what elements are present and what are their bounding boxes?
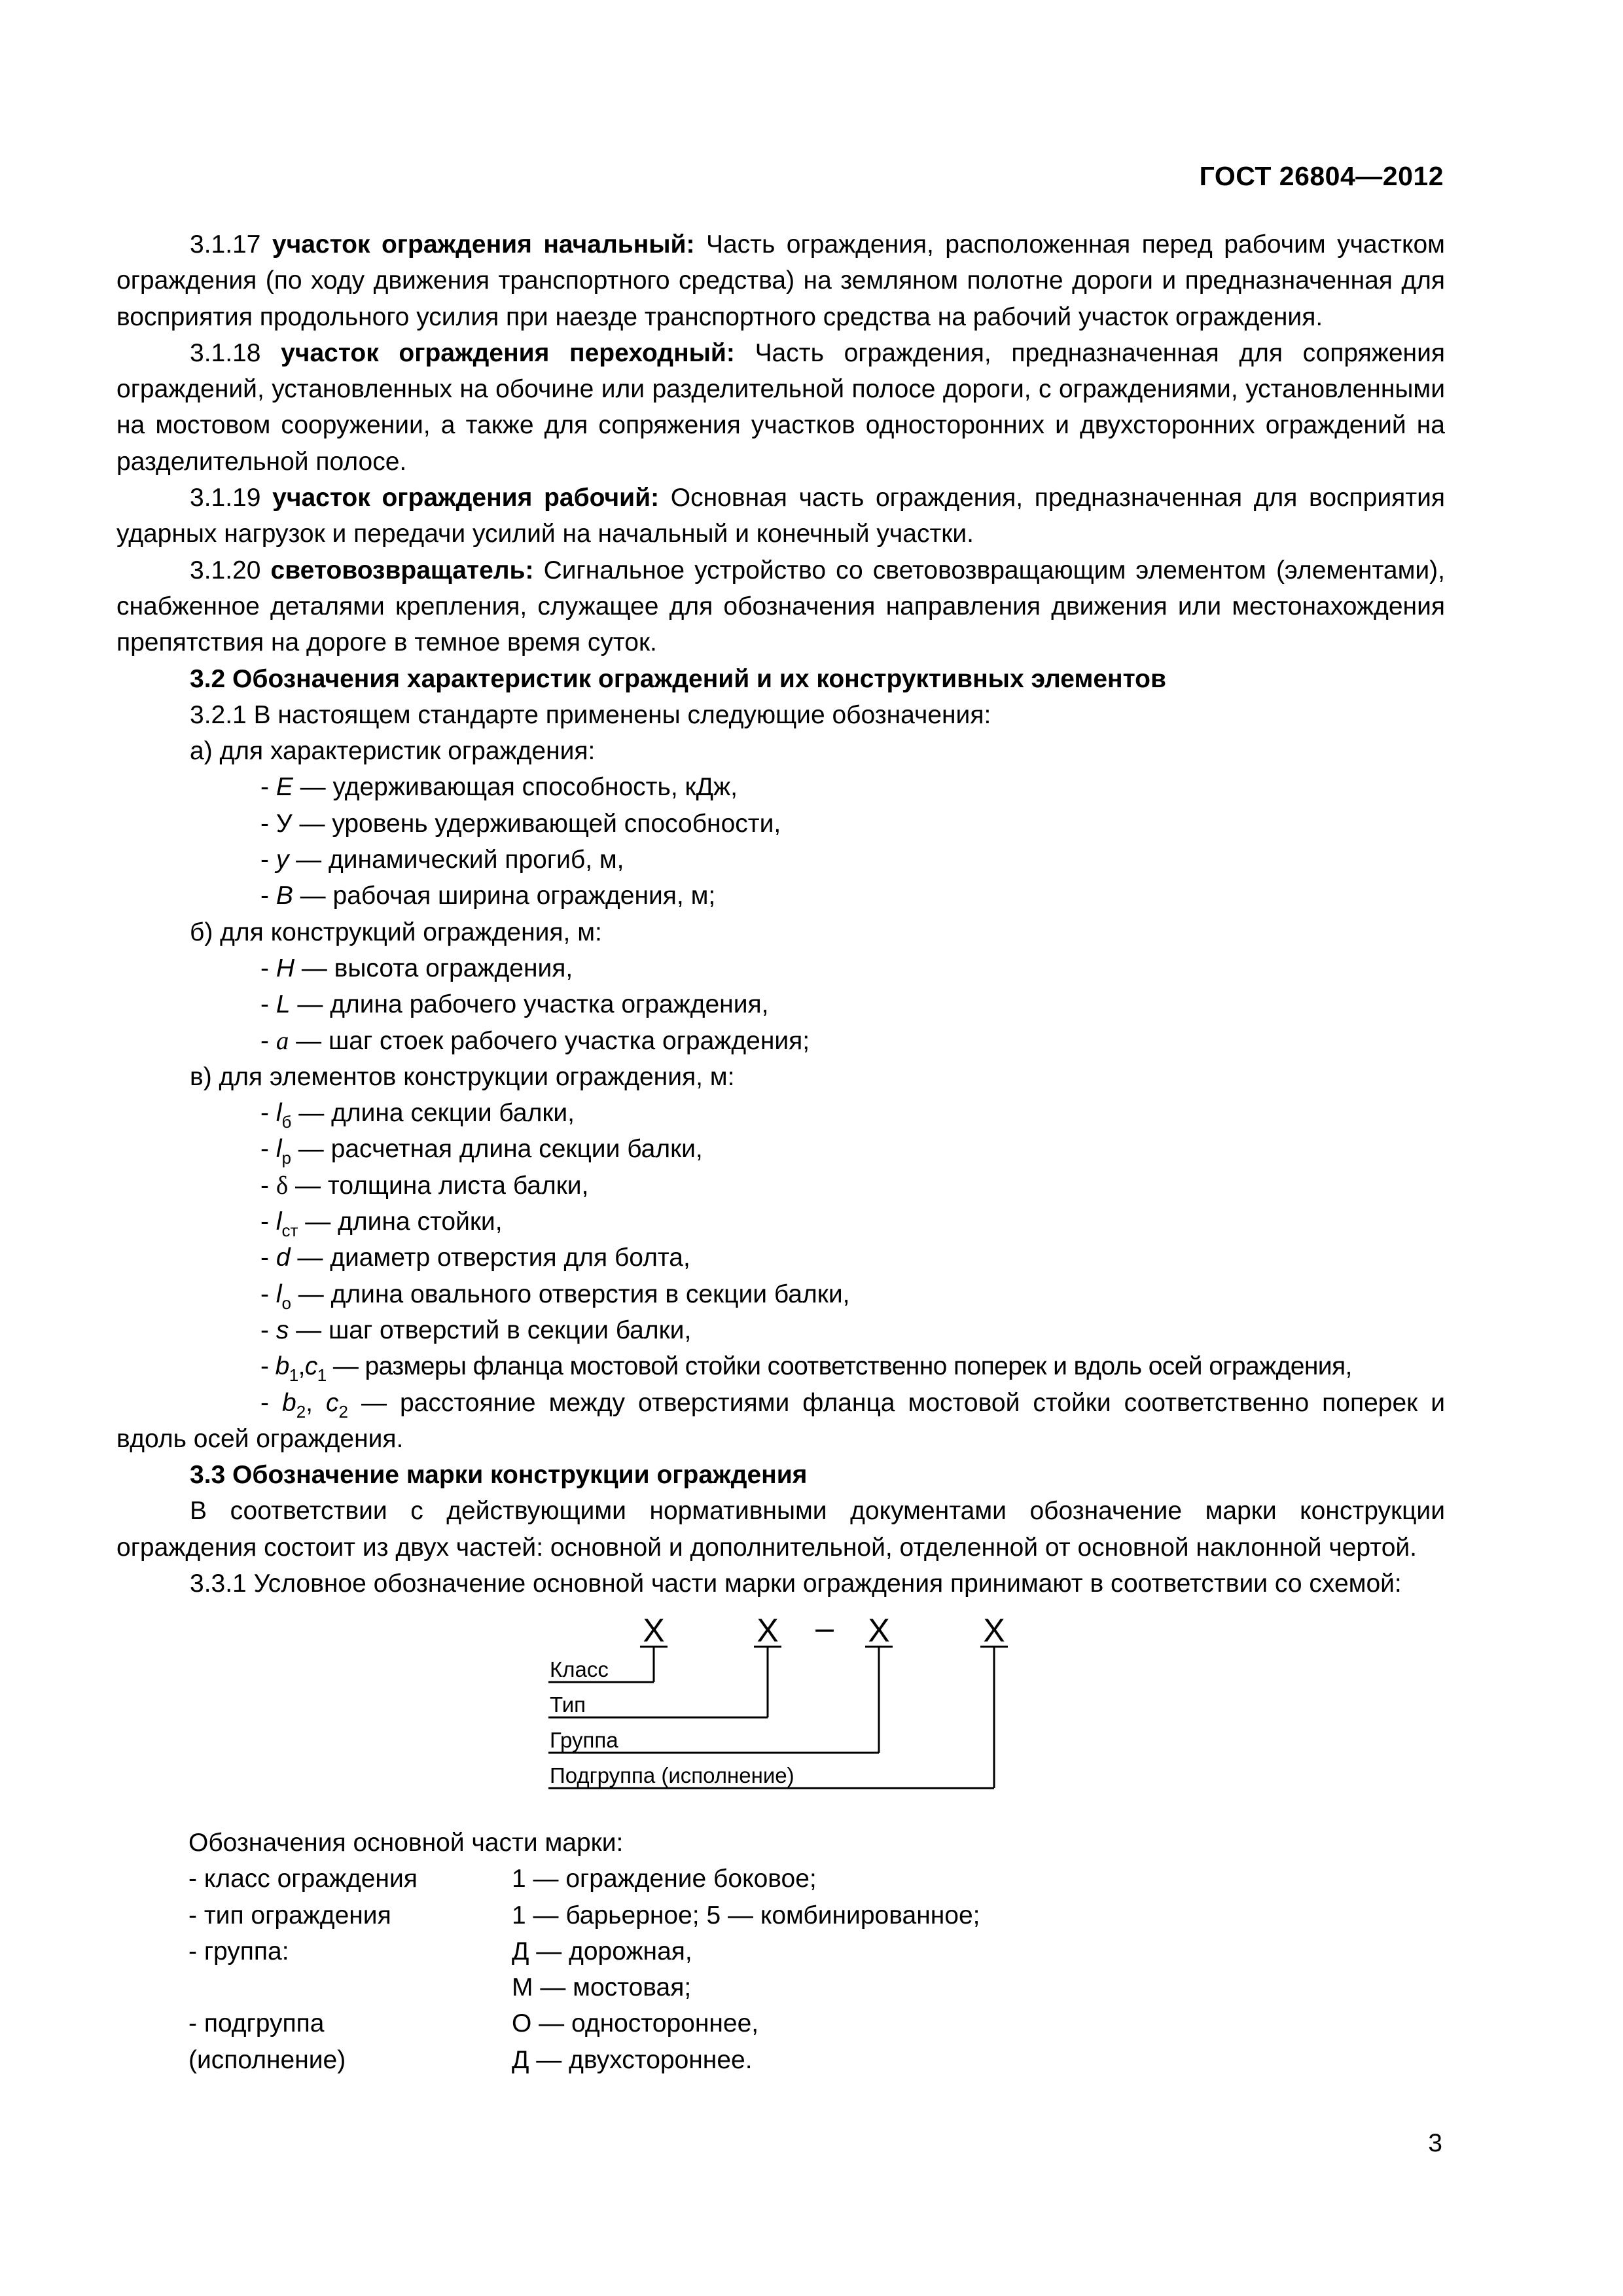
clause-number: 3.1.17: [190, 230, 261, 259]
symbol: B: [276, 882, 293, 910]
section-heading-3-2: 3.2 Обозначения характеристик ограждений и их конструктивных элементов: [190, 664, 1166, 693]
symbol: s: [276, 1316, 289, 1344]
list-item: - $l_р$ — расчетная длина секции балки,: [260, 1135, 703, 1168]
list-a-title: а) для характеристик ограждения:: [190, 737, 596, 766]
list-item: - У — уровень удерживающей способности,: [260, 809, 781, 838]
symbol: E: [276, 773, 293, 802]
definition-3-1-18: [116, 335, 1445, 480]
paragraph-3-3-1: 3.3.1 Условное обозначение основной части марки ограждения принимают в соответствии со схемой:: [190, 1569, 1402, 1598]
definition-3-1-19: [116, 480, 1445, 552]
list-item: - y — динамический прогиб, м,: [260, 846, 624, 874]
schema-mark-subgroup: Х: [983, 1612, 1005, 1649]
list-item: - H — высота ограждения,: [260, 954, 573, 982]
list-item: - L — длина рабочего участка ограждения,: [260, 990, 769, 1019]
list-item: - d — диаметр отверстия для болта,: [260, 1244, 690, 1272]
list-item: - $b_2$, $c_2$ — расстояние между отверстиями фланца мостовой стойки соответственно поперек и вдоль осей ограждения.: [116, 1388, 1446, 1453]
list-item: - $l_б$ — длина секции балки,: [260, 1099, 575, 1132]
document-id-header: ГОСТ 26804—2012: [1199, 161, 1444, 191]
symbol: H: [276, 954, 294, 982]
term: участок ограждения рабочий:: [272, 484, 660, 512]
term: участок ограждения переходный:: [281, 338, 735, 367]
symbol: l: [276, 1280, 282, 1308]
symbol: l: [276, 1208, 282, 1236]
list-item: - $b_1,c_1$ — размеры фланца мостовой стойки соответственно поперек и вдоль осей ограждения,: [260, 1352, 1352, 1386]
schema-label-class: Класс: [550, 1657, 609, 1681]
symbol: L: [276, 990, 291, 1019]
symbol: d: [276, 1244, 291, 1272]
schema-label-type: Тип: [550, 1693, 586, 1717]
list-b-title: б) для конструкций ограждения, м:: [190, 918, 602, 946]
list-item: - B — рабочая ширина ограждения, м;: [260, 882, 716, 910]
symbol: δ: [276, 1171, 289, 1200]
symbol: У: [276, 809, 293, 838]
list-item: - a — шаг стоек рабочего участка ограждения;: [260, 1026, 810, 1055]
definition-text: Часть ограждения, расположенная перед рабочим участком ограждения (по ходу движения транспортного средства) на земляном полотне дороги и предназначенная для восприятия продольного усилия при наезде транспортного средства на рабочий участок ограждения.: [116, 230, 1445, 331]
definition-3-1-17: [116, 226, 1445, 335]
clause-number: 3.1.19: [190, 484, 261, 512]
term: участок ограждения начальный:: [272, 230, 695, 259]
schema-dash: –: [815, 1609, 834, 1646]
list-item: - E — удерживающая способность, кДж,: [260, 773, 738, 802]
list-item: - $l_о$ — длина овального отверстия в секции балки,: [260, 1280, 850, 1313]
body-text: [116, 226, 1445, 1602]
clause-number: 3.1.20: [190, 556, 261, 584]
symbol: a: [276, 1026, 289, 1055]
schema-label-group: Группа: [550, 1728, 618, 1752]
schema-mark-type: Х: [757, 1612, 779, 1649]
list-item: - $l_{ст}$ — длина стойки,: [260, 1208, 503, 1241]
definition-3-1-20: [116, 552, 1445, 661]
document-page: ГОСТ 26804—2012 3.1.17 участок ограждения начальный: Часть ограждения, расположенная перед рабочим участком ограждения (по ходу движения транспортного средства) на земляном полотне дороги и предназначенная для восприятия продольного усилия при наезде транспортного средства на рабочий участок ограждения. 3.1.18 участок ограждения переходный: Часть ограждения, предназначенная для сопряжения ограждений, установленных на обочине или разделительной полосе дороги, с ограждениями, установленными на мостовом сооружении, а также для сопряжения участков односторонних и двухсторонних ограждений на разделительной полосе. 3.1.19 участок ограждения рабочий: Основная часть ограждения, предназначенная для восприятия ударных нагрузок и передачи усилий на начальный и конечный участки. 3.1.20 световозвращатель: Сигнальное устройство со световозвращающим элементом (элементами), снабженное деталями крепления, служащее для обозначения направления движения или местонахождения препятствия на дороге в темное время суток. 3.2 Обозначения характеристик ограждений и их конструктивных элементов 3.2.1 В настоящем стандарте применены следующие обозначения: а) для характеристик ограждения: - E — удерживающая способность, кДж, - У — уровень удерживающей способности, - y — динамический прогиб, м, - B — рабочая ширина ограждения, м; б) для конструкций ограждения, м: - H — высота ограждения, - L — длина рабочего участка ограждения, - a — шаг стоек рабочего участка ограждения; в) для элементов конструкции ограждения, м: - $l_б$ — длина секции балки, - $l_р$ — расчетная длина секции балки, - δ — толщина листа балки, - $l_{ст}$ — длина стойки, - d — диаметр отверстия для болта, - $l_о$ — длина овального отверстия в секции балки, - s — шаг отверстий в секции балки, - $b_1,c_1$ — размеры фланца мостовой стойки соответственно поперек и вдоль осей ограждения, - $b_2$, $c_2$ — расстояние между отверстиями фланца мостовой стойки соответственно поперек и вдоль осей ограждения. 3.3 Обозначение марки конструкции ограждения В соответствии с действующими нормативными документами обозначение марки конструкции ограждения состоит из двух частей: основной и дополнительной, отделенной от основной наклонной чертой. 3.3.1 Условное обозначение основной части марки ограждения принимают в соответствии со схемой: Х Х – Х Х Класс Тип Группа Подгруппа (исполнение) Обозначения основной части марки: - класс ограждения 1 — ограждение боковое; - тип ограждения 1 — барьерное; 5 — комбинированное; - группа: Д — дорожная, М — мостовая; - подгруппа О — одностороннее, (исполнение) Д — двухстороннее. 3: [116, 161, 1446, 2157]
schema-mark-group: Х: [868, 1612, 890, 1649]
list-item: - δ — толщина листа балки,: [260, 1171, 589, 1200]
clause-number: 3.1.18: [190, 338, 261, 367]
paragraph-3-2-1: 3.2.1 В настоящем стандарте применены следующие обозначения:: [190, 700, 991, 729]
page-number: 3: [1428, 2129, 1442, 2157]
symbol: y: [276, 846, 289, 874]
list-c-title: в) для элементов конструкции ограждения, м:: [190, 1062, 735, 1091]
definition-text: Основная часть ограждения, предназначенная для восприятия ударных нагрузок и передачи усилий на начальный и конечный участки.: [116, 484, 1446, 548]
schema-mark-class: Х: [643, 1612, 665, 1649]
definition-text: Часть ограждения, предназначенная для сопряжения ограждений, установленных на обочине или разделительной полосе дороги, с ограждениями, установленными на мостовом сооружении, а также для сопряжения участков односторонних и двухсторонних ограждений на разделительной полосе.: [116, 338, 1445, 476]
paragraph-3-3: В соответствии с действующими нормативными документами обозначение марки конструкции ограждения состоит из двух частей: основной и дополнительной, отделенной от основной наклонной чертой.: [116, 1497, 1445, 1562]
schema-label-subgroup: Подгруппа (исполнение): [550, 1763, 794, 1787]
list-item: - s — шаг отверстий в секции балки,: [260, 1316, 692, 1344]
mark-designation-schema: [529, 1597, 1026, 1793]
symbol: l: [276, 1099, 282, 1128]
symbol: l: [276, 1135, 282, 1164]
section-heading-3-3: 3.3 Обозначение марки конструкции ограждения: [190, 1461, 808, 1490]
term: световозвращатель:: [270, 556, 534, 584]
definition-text: Сигнальное устройство со световозвращающим элементом (элементами), снабженное деталями крепления, служащее для обозначения направления движения или местонахождения препятствия на дороге в темное время суток.: [116, 556, 1445, 657]
